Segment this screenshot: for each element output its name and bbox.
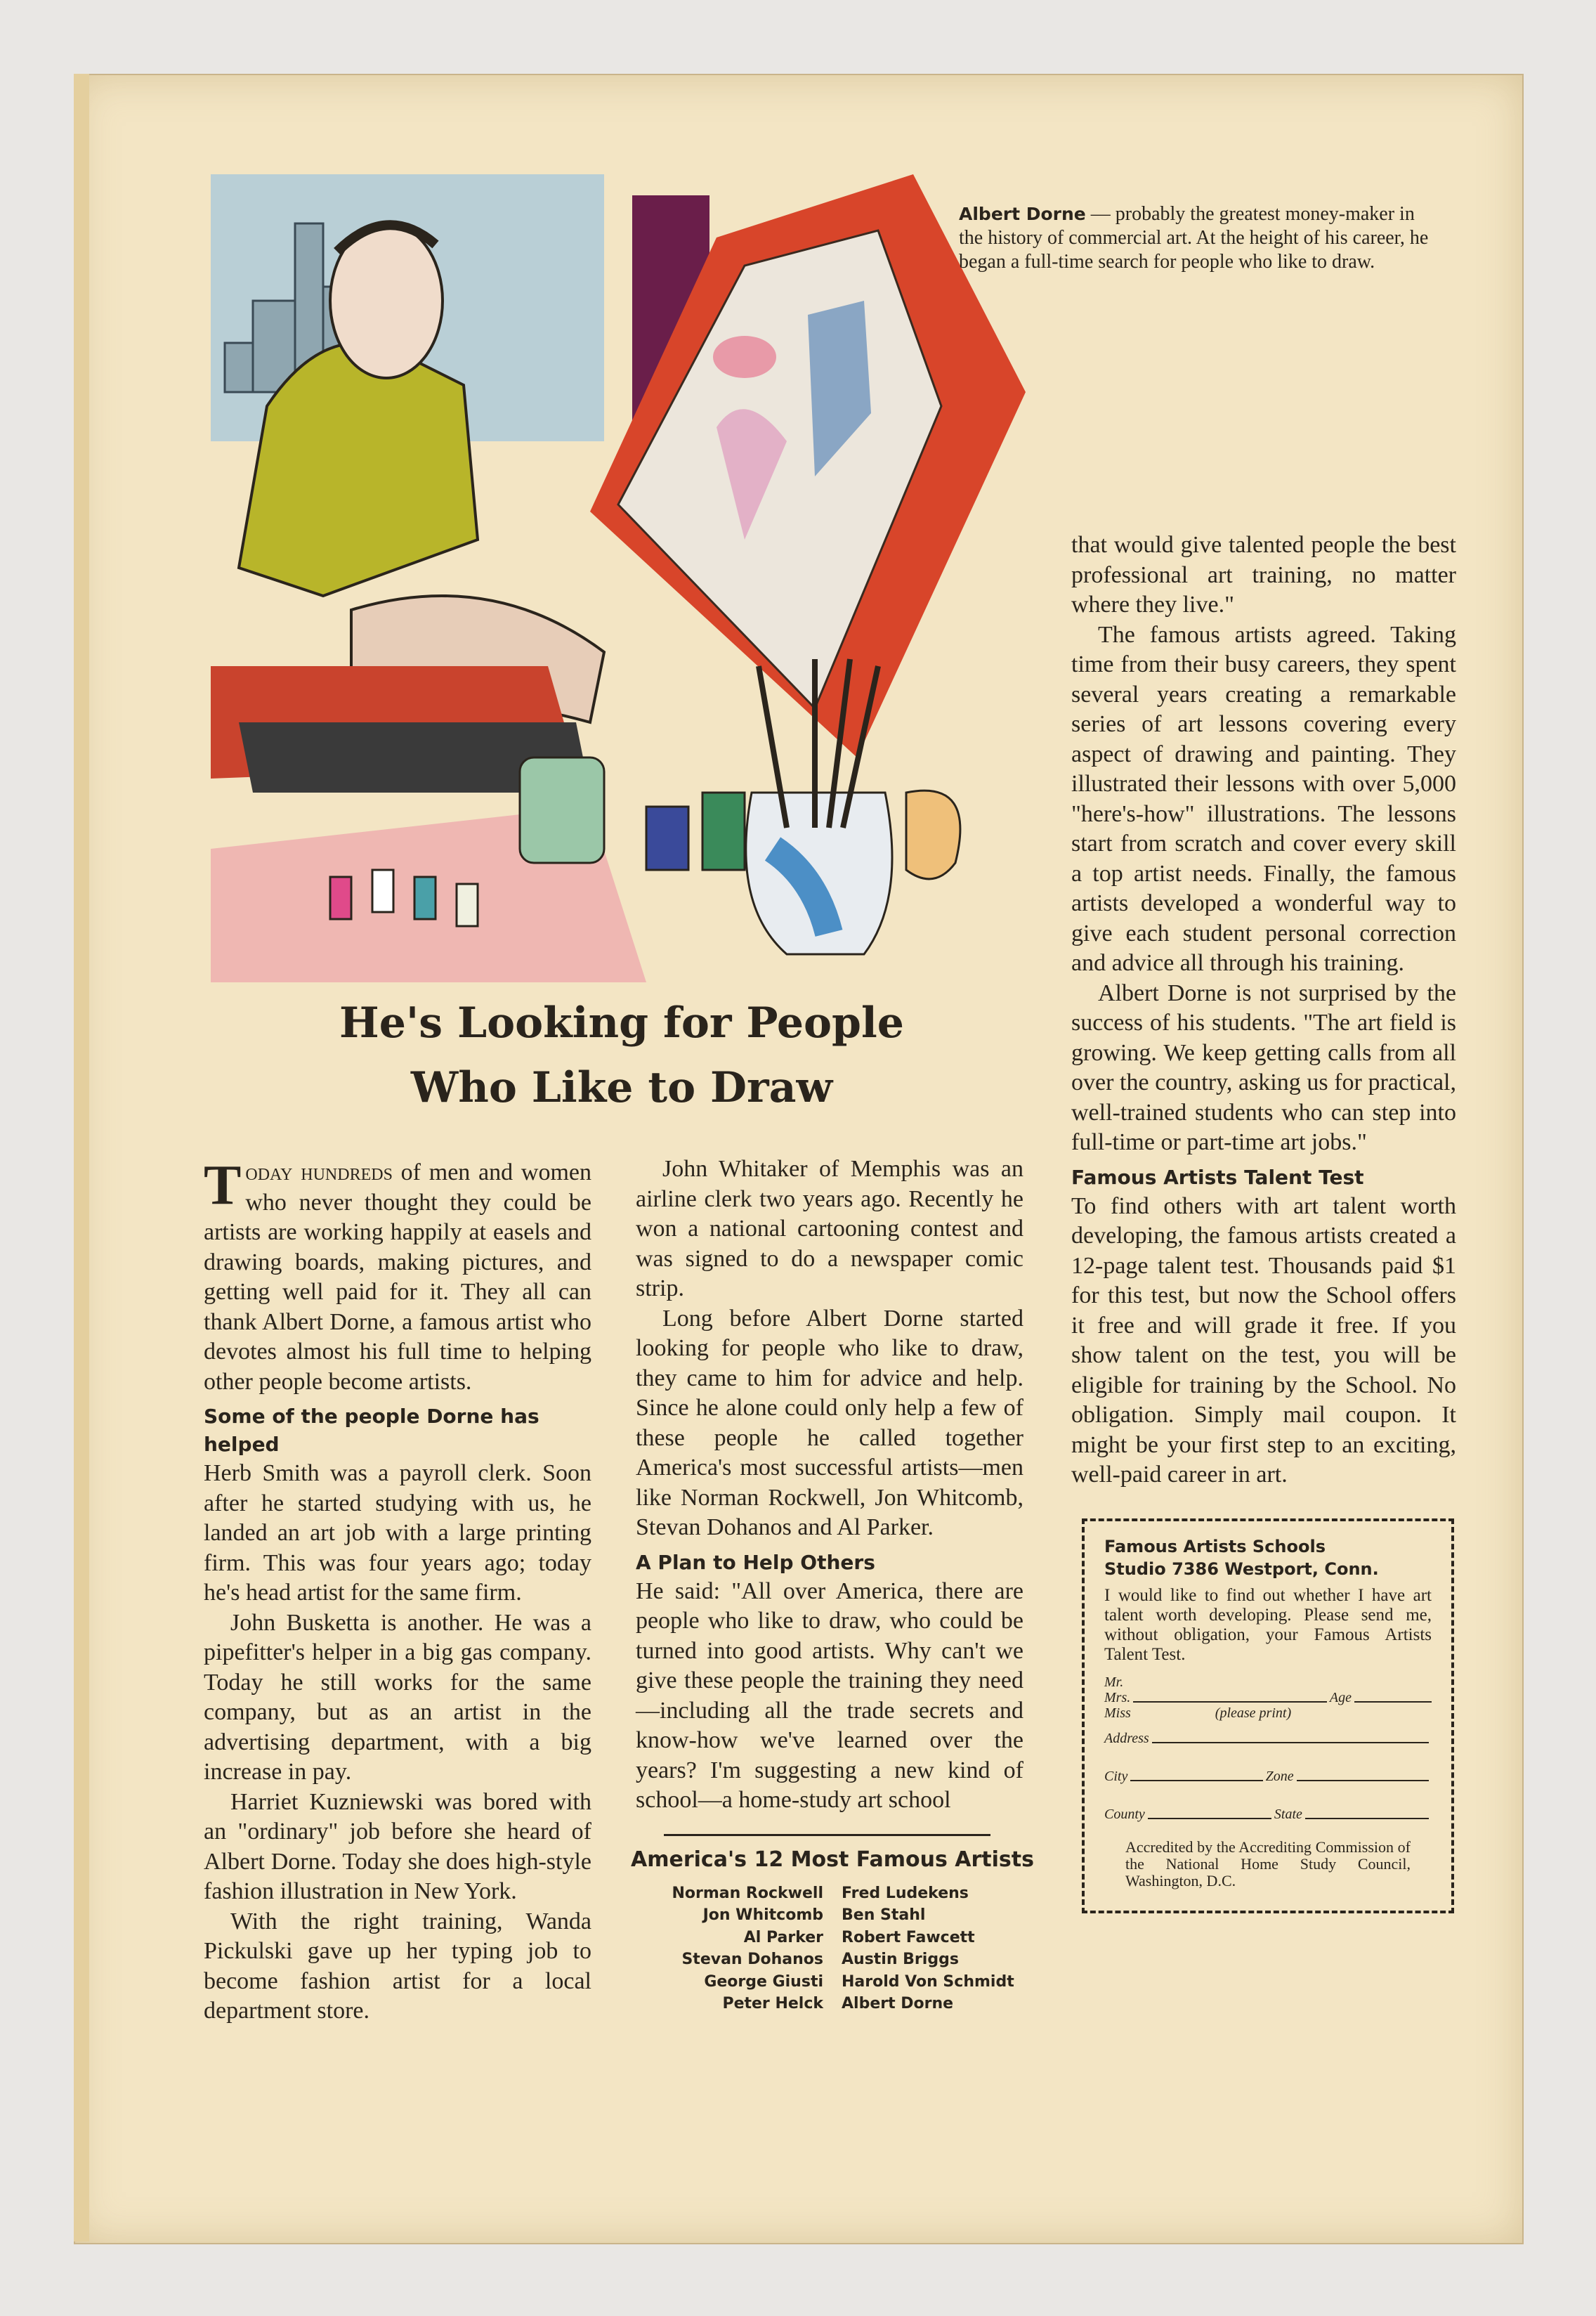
artist-name: Ben Stahl <box>842 1906 926 1924</box>
artist-name: Peter Helck <box>722 1995 823 2012</box>
headline <box>211 991 1033 1120</box>
artists-title: America's 12 Most Famous Artists <box>631 1847 1034 1872</box>
paragraph: Albert Dorne is not surprised by the success of his students. "The art field is growing. We keep getting calls from all over the country, asking us for practical, well-trained students who can step into full-time or part-time art jobs." <box>1071 980 1456 1155</box>
paragraph: He said: "All over America, there are people who like to draw, who could be turned into good artists. Why can't we give these people the training they need—including all the trade secrets and know-how we've learned over the years? I'm suggesting a new kind of school—a home-study art school <box>636 1577 1023 1813</box>
illustration-caption <box>959 202 1444 274</box>
paragraph: To find others with art talent worth developing, the famous artists created a 12-page talent test. Thousands paid $1 for this test, but now the School offers it free and will grade it free. If you show talent on the test, you will be eligible for training by the School. No obligation. Simply mail coupon. It might be your first step to an exciting, well-paid career in art. <box>1071 1192 1456 1488</box>
page-edge <box>74 74 89 2242</box>
headline-line-1: He's Looking for People <box>339 998 904 1048</box>
mr-label: Mr. <box>1104 1674 1124 1690</box>
age-label: Age <box>1329 1689 1352 1705</box>
address-label: Address <box>1104 1730 1149 1746</box>
state-label: State <box>1274 1806 1302 1822</box>
artist-name: Harold Von Schmidt <box>842 1972 1014 1991</box>
artist-name: Austin Briggs <box>842 1951 959 1968</box>
artist-name: Fred Ludekens <box>842 1884 969 1902</box>
paragraph: Long before Albert Dorne started looking for people who like to draw, they came to him for advice and help. Since he alone could only help a few of these people he called together America's most successful artists—men like Norman Rockwell, Jon Whitcomb, Stevan Dohanos and Al Parker. <box>636 1305 1023 1540</box>
famous-artists-list <box>625 1846 1040 2015</box>
county-label: County <box>1104 1806 1145 1822</box>
artist-name: Al Parker <box>743 1928 823 1946</box>
zone-label: Zone <box>1265 1768 1294 1784</box>
caption-text: — probably the greatest money-maker in the history of commercial art. At the height of his career, he began a full-time search for people who like to draw. <box>959 203 1429 273</box>
state-field[interactable] <box>1305 1818 1429 1819</box>
subheading-people-helped: Some of the people Dorne has helped <box>204 1405 539 1456</box>
paragraph: Harriet Kuzniewski was bored with an "ordinary" job before she heard of Albert Dorne. Today she does high-style fashion illustration in New York. <box>204 1788 591 1904</box>
lead-in: oday hundreds <box>245 1159 393 1185</box>
illustration-artist-at-easel <box>211 174 1040 982</box>
county-field[interactable] <box>1148 1818 1271 1819</box>
accreditation-note: Accredited by the Accrediting Commission of the National Home Study Council, Washington, D.C. <box>1125 1837 1411 1889</box>
paragraph: that would give talented people the best professional art training, no matter where they live." <box>1071 532 1456 618</box>
artist-name: George Giusti <box>704 1972 823 1991</box>
age-field[interactable] <box>1354 1701 1432 1703</box>
coupon-school: Famous Artists Schools <box>1104 1536 1326 1556</box>
mrs-label: Mrs. <box>1104 1689 1131 1705</box>
divider <box>664 1834 990 1836</box>
zone-field[interactable] <box>1297 1780 1429 1781</box>
miss-label: Miss <box>1104 1705 1131 1721</box>
address-field[interactable] <box>1152 1742 1429 1743</box>
column-3 <box>1071 531 1456 1913</box>
artist-name: Stevan Dohanos <box>681 1951 823 1968</box>
paragraph: The famous artists agreed. Taking time from their busy careers, they spent several years creating a remarkable series of art lessons covering every aspect of drawing and painting. They illustrated their lessons with over 5,000 "here's-how" illustrations. The lessons start from scratch and cover every skill a top artist needs. Finally, the famous artists developed a wonderful way to give each student personal correction and advice all through his training. <box>1071 621 1456 976</box>
coupon-body: I would like to find out whether I have art talent worth developing. Please send me, without obligation, your Famous Artists Talent Test. <box>1104 1585 1432 1664</box>
paragraph: Herb Smith was a payroll clerk. Soon after he started studying with us, he landed an art job with a large printing firm. This was four years ago; today he's head artist for the same firm. <box>204 1460 591 1606</box>
drop-cap: T <box>204 1154 242 1216</box>
artist-name: Norman Rockwell <box>672 1884 823 1902</box>
city-field[interactable] <box>1130 1780 1262 1781</box>
name-field[interactable] <box>1133 1701 1327 1703</box>
paragraph-intro <box>204 1154 591 1397</box>
column-2 <box>631 1154 1034 2015</box>
headline-line-2: Who Like to Draw <box>410 1063 833 1112</box>
artist-name: Jon Whitcomb <box>702 1906 823 1924</box>
mail-in-coupon[interactable] <box>1082 1518 1454 1913</box>
please-print-note: (please print) <box>1215 1705 1292 1721</box>
caption-name: Albert Dorne <box>959 204 1086 224</box>
intro-text: of men and women who never thought they could be artists are working happily at easels and drawing boards, making pictures, and getting well paid for it. They all can thank Albert Dorne, a famous artist who devotes almost his full time to helping other people become artists. <box>204 1159 591 1395</box>
subheading-talent-test: Famous Artists Talent Test <box>1071 1165 1364 1189</box>
paragraph: With the right training, Wanda Pickulski gave up her typing job to become fashion artist for a local department store. <box>204 1908 591 2024</box>
subheading-plan: A Plan to Help Others <box>636 1550 875 1574</box>
paragraph: John Whitaker of Memphis was an airline clerk two years ago. Recently he won a national cartooning contest and was signed to do a newspaper comic strip. <box>636 1156 1023 1301</box>
city-label: City <box>1104 1768 1128 1784</box>
paragraph: John Busketta is another. He was a pipefitter's helper in a big gas company. Today he still works for the same company, but as an artist in the advertising department, with a big increase in pay. <box>204 1609 591 1785</box>
coupon-studio: Studio 7386 Westport, Conn. <box>1104 1559 1379 1579</box>
artist-name: Robert Fawcett <box>842 1928 975 1946</box>
column-1 <box>204 1154 591 2026</box>
artist-name: Albert Dorne <box>842 1995 954 2012</box>
